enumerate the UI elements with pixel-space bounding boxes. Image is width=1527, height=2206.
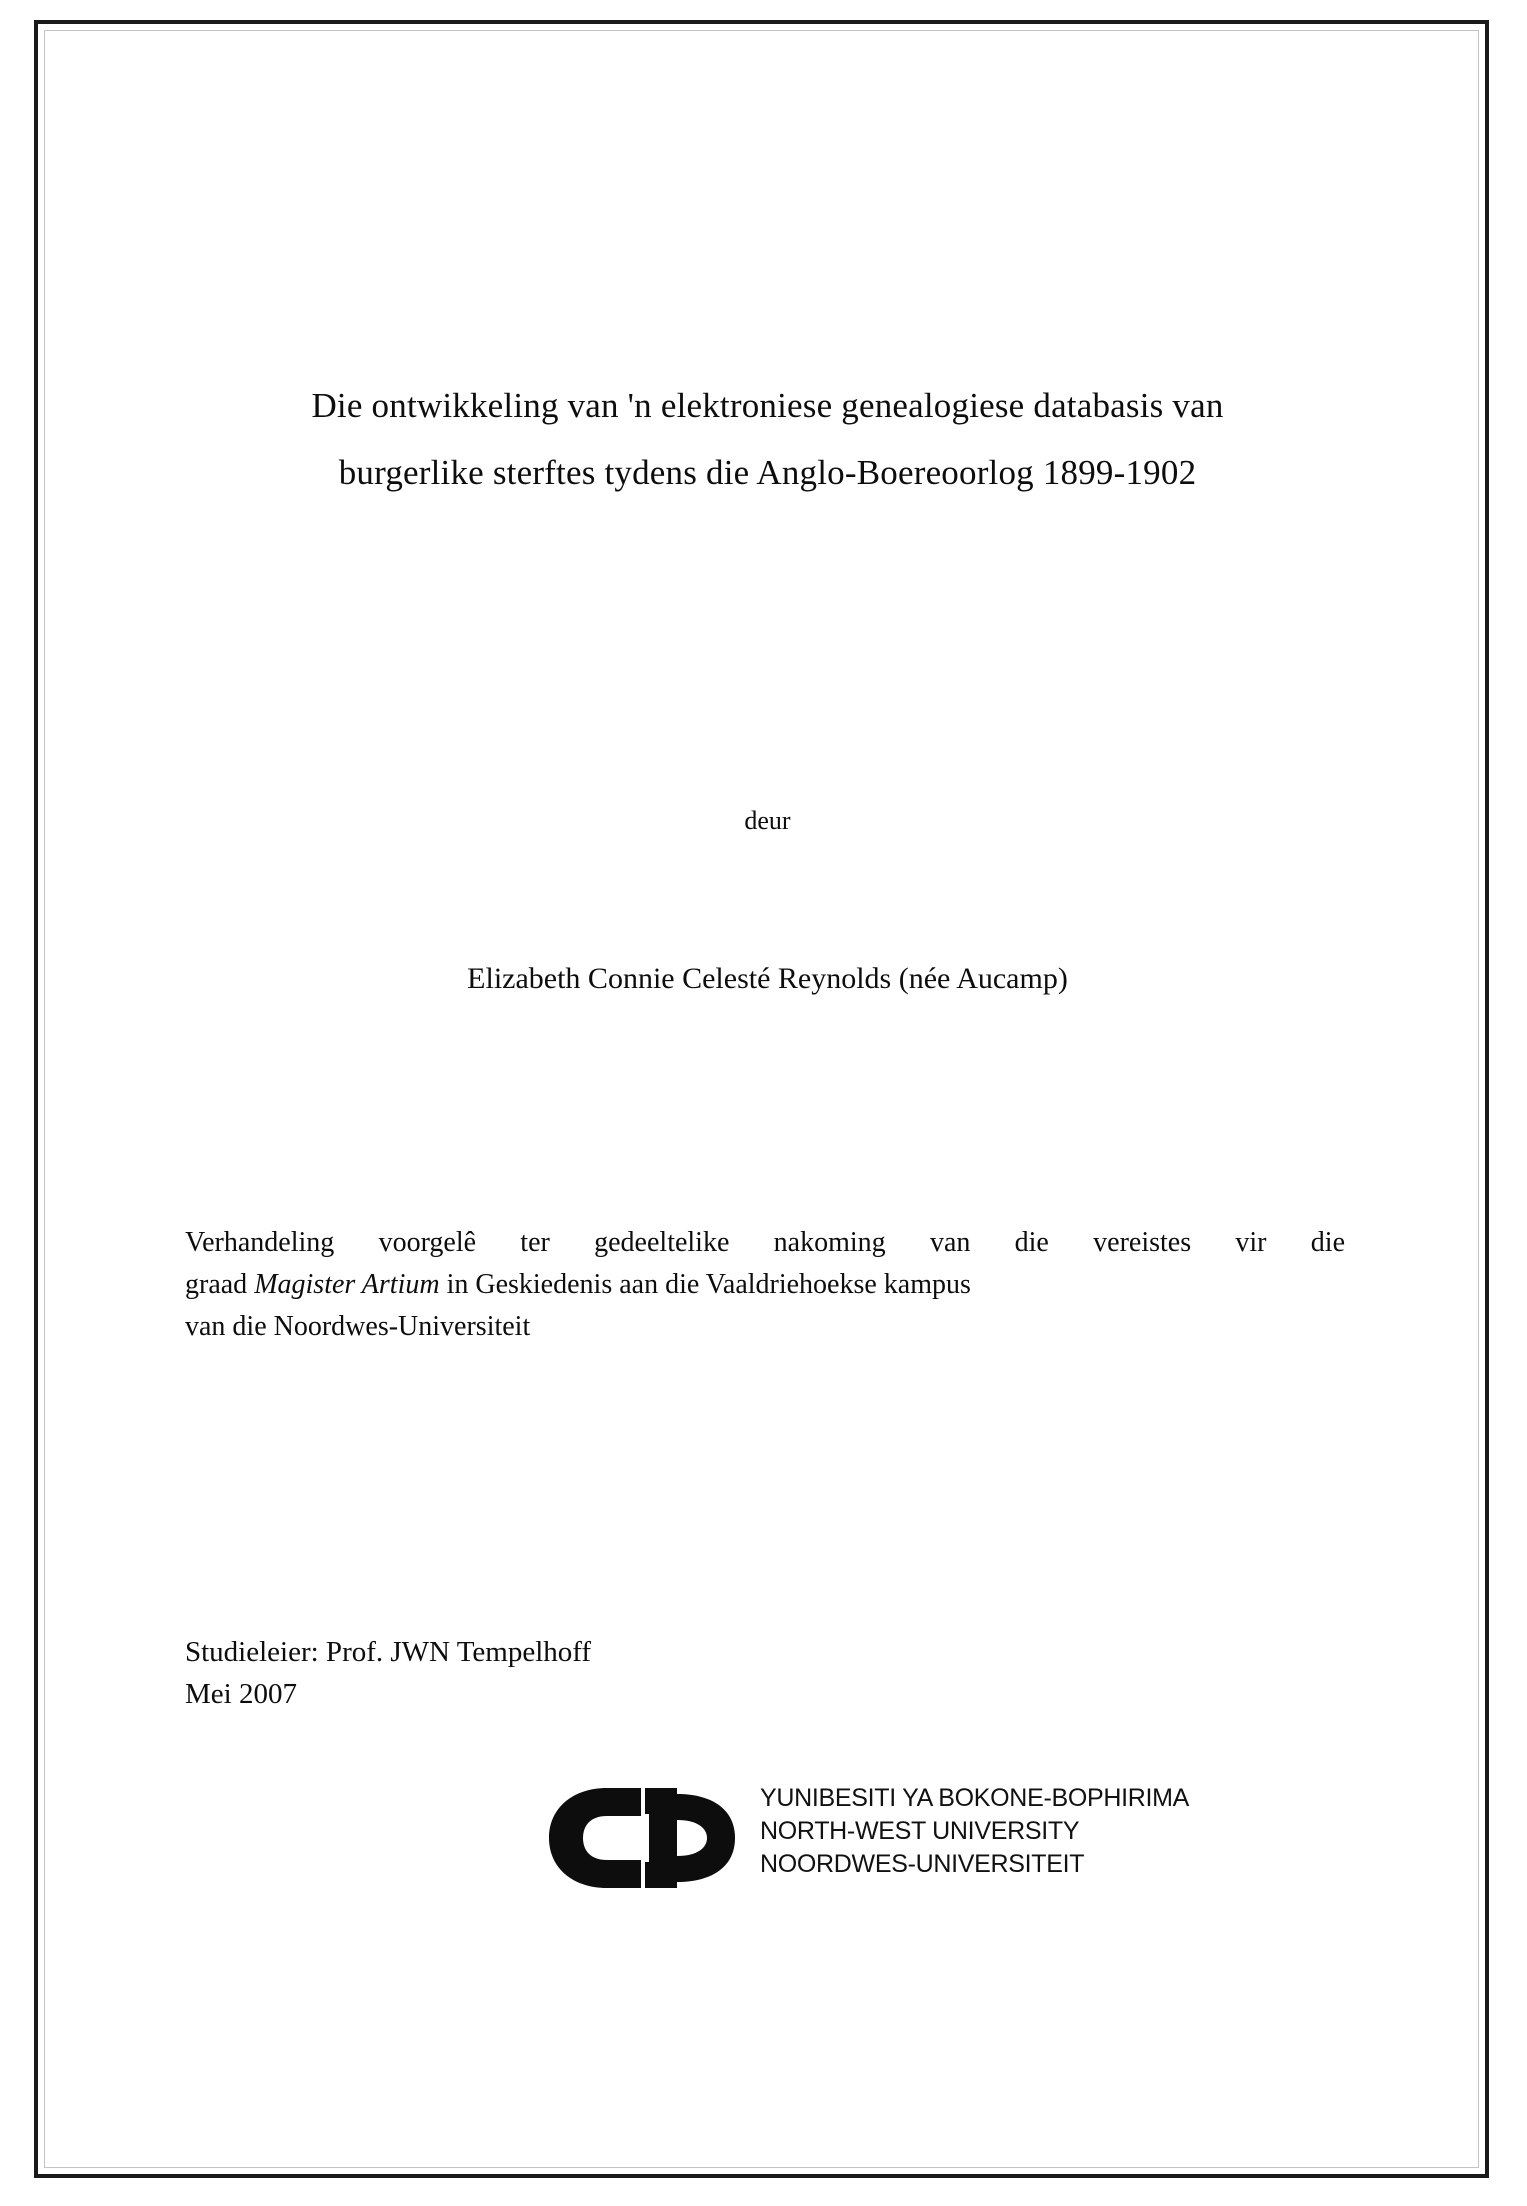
author-name: Elizabeth Connie Celesté Reynolds (née Aucamp) — [467, 962, 1068, 995]
logo-text-line-2: NORTH-WEST UNIVERSITY — [760, 1817, 1080, 1845]
logo-text-line-1: YUNIBESITI YA BOKONE-BOPHIRIMA — [760, 1784, 1190, 1812]
logo-text-line-3: NOORDWES-UNIVERSITEIT — [760, 1850, 1085, 1878]
page-title — [185, 372, 1350, 506]
degree-statement — [185, 1222, 1345, 1348]
degree-name: Magister Artium — [254, 1269, 440, 1300]
supervisor-block — [185, 1631, 1350, 1715]
by-label: deur — [744, 806, 791, 835]
date-line: Mei 2007 — [185, 1678, 297, 1710]
statement-line-1: Verhandeling voorgelê ter gedeeltelike nakoming van die vereistes vir die — [185, 1227, 1345, 1258]
statement-line-3: van die Noordwes-Universiteit — [185, 1311, 531, 1342]
north-west-university-logo-icon — [545, 1784, 740, 1892]
title-page-content — [185, 0, 1350, 2206]
statement-line-2-post: in Geskiedenis aan die Vaaldriehoekse kampus — [439, 1269, 971, 1300]
statement-line-2-pre: graad — [185, 1269, 255, 1300]
statement-line-2 — [185, 1264, 1345, 1306]
university-logo-block — [465, 1782, 1190, 1902]
supervisor-line: Studieleier: Prof. JWN Tempelhoff — [185, 1636, 592, 1668]
title-line-2: burgerlike sterftes tydens die Anglo-Boereoorlog 1899-1902 — [338, 453, 1197, 492]
title-line-1: Die ontwikkeling van 'n elektroniese genealogiese databasis van — [311, 386, 1224, 425]
university-logo-text — [760, 1782, 1189, 1881]
